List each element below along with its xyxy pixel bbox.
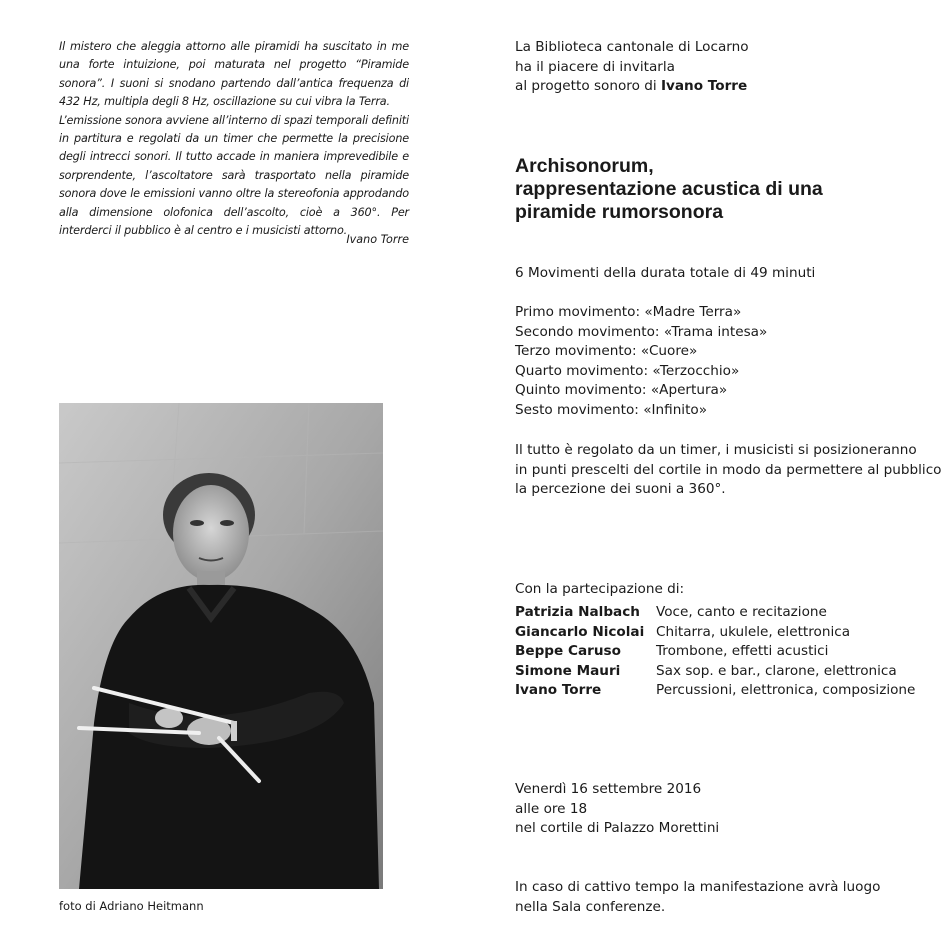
- performer-role: Voce, canto e recitazione: [656, 604, 827, 620]
- performer-role: Trombone, effetti acustici: [656, 643, 829, 660]
- performer-row: [515, 603, 935, 623]
- invitation: [515, 38, 935, 97]
- performer-role: Chitarra, ukulele, elettronica: [656, 623, 851, 640]
- event-title: [515, 155, 935, 224]
- participation-intro: Con la partecipazione di:: [515, 581, 685, 597]
- title-line-2: rappresentazione acustica di una: [515, 178, 823, 200]
- performer-name: Simone Mauri: [515, 662, 621, 679]
- timer-description: [515, 441, 942, 500]
- rain-note: [515, 878, 935, 917]
- invite-artist-name: Ivano Torre: [660, 78, 748, 95]
- timer-line: Il tutto è regolato da un timer, i musicisti si posizioneranno: [515, 442, 917, 458]
- timer-line: in punti prescelti del cortile in modo da permettere al pubblico: [515, 461, 942, 478]
- performers-list: [515, 603, 935, 701]
- performer-name: Giancarlo Nicolai: [515, 623, 645, 640]
- invite-line-3-prefix: al progetto sonoro di: [515, 78, 661, 95]
- event-place: nel cortile di Palazzo Morettini: [515, 820, 720, 837]
- quote-paragraph-2: L’emissione sonora avviene all’interno di spazi temporali definiti in partitura e regolati da un timer che permette la precisione degli intrecci sonori. Il tutto accade in maniera imprevedibile e sorprendente, l’ascoltatore sarà trasportato nella piramide sonora dove le emissioni vanno oltre la stereofonia approdando alla dimensione olofonica dell’ascolto, cioè a 360°. Per interderci il pubblico è al centro e i musicisti attorno.: [59, 113, 409, 238]
- quote-author: Ivano Torre: [346, 233, 409, 246]
- timer-line: la percezione dei suoni a 360°.: [515, 481, 726, 498]
- performer-name: Patrizia Nalbach: [515, 604, 640, 620]
- performer-row: [515, 662, 935, 682]
- performer-role: Percussioni, elettronica, composizione: [656, 682, 916, 699]
- invite-line-2: ha il piacere di invitarla: [515, 58, 675, 75]
- performer-row: [515, 642, 935, 662]
- artist-photo: [59, 403, 383, 889]
- performer-name: Ivano Torre: [515, 682, 602, 699]
- duration-text: 6 Movimenti della durata totale di 49 minuti: [515, 265, 816, 281]
- invite-line-3: [515, 77, 935, 97]
- title-line-1: Archisonorum,: [515, 155, 654, 177]
- title-line-3: piramide rumorsonora: [515, 201, 724, 223]
- rain-note-line: nella Sala conferenze.: [515, 898, 666, 915]
- artist-quote: [59, 38, 409, 240]
- performer-row: [515, 623, 935, 643]
- invite-line-1: La Biblioteca cantonale di Locarno: [515, 39, 749, 55]
- photo-credit: foto di Adriano Heitmann: [59, 899, 204, 913]
- movement-item: Quinto movimento: «Apertura»: [515, 382, 728, 399]
- movement-item: Terzo movimento: «Cuore»: [515, 343, 698, 360]
- quote-paragraph-1: Il mistero che aleggia attorno alle piramidi ha suscitato in me una forte intuizione, poi maturata nel progetto “Piramide sonora”. I suoni si snodano partendo dall’antica frequenza di 432 Hz, multipla degli 8 Hz, oscillazione su cui vibra la Terra.: [59, 40, 409, 109]
- performer-role: Sax sop. e bar., clarone, elettronica: [656, 662, 897, 679]
- movement-item: Secondo movimento: «Trama intesa»: [515, 323, 768, 340]
- event-details: [515, 780, 935, 839]
- event-date: Venerdì 16 settembre 2016: [515, 781, 702, 797]
- performer-row: [515, 681, 935, 701]
- event-time: alle ore 18: [515, 800, 588, 817]
- movement-item: Primo movimento: «Madre Terra»: [515, 304, 742, 320]
- rain-note-line: In caso di cattivo tempo la manifestazione avrà luogo: [515, 879, 881, 895]
- movement-item: Quarto movimento: «Terzocchio»: [515, 362, 740, 379]
- movement-item: Sesto movimento: «Infinito»: [515, 401, 708, 418]
- performer-name: Beppe Caruso: [515, 643, 621, 660]
- movements-list: [515, 303, 935, 421]
